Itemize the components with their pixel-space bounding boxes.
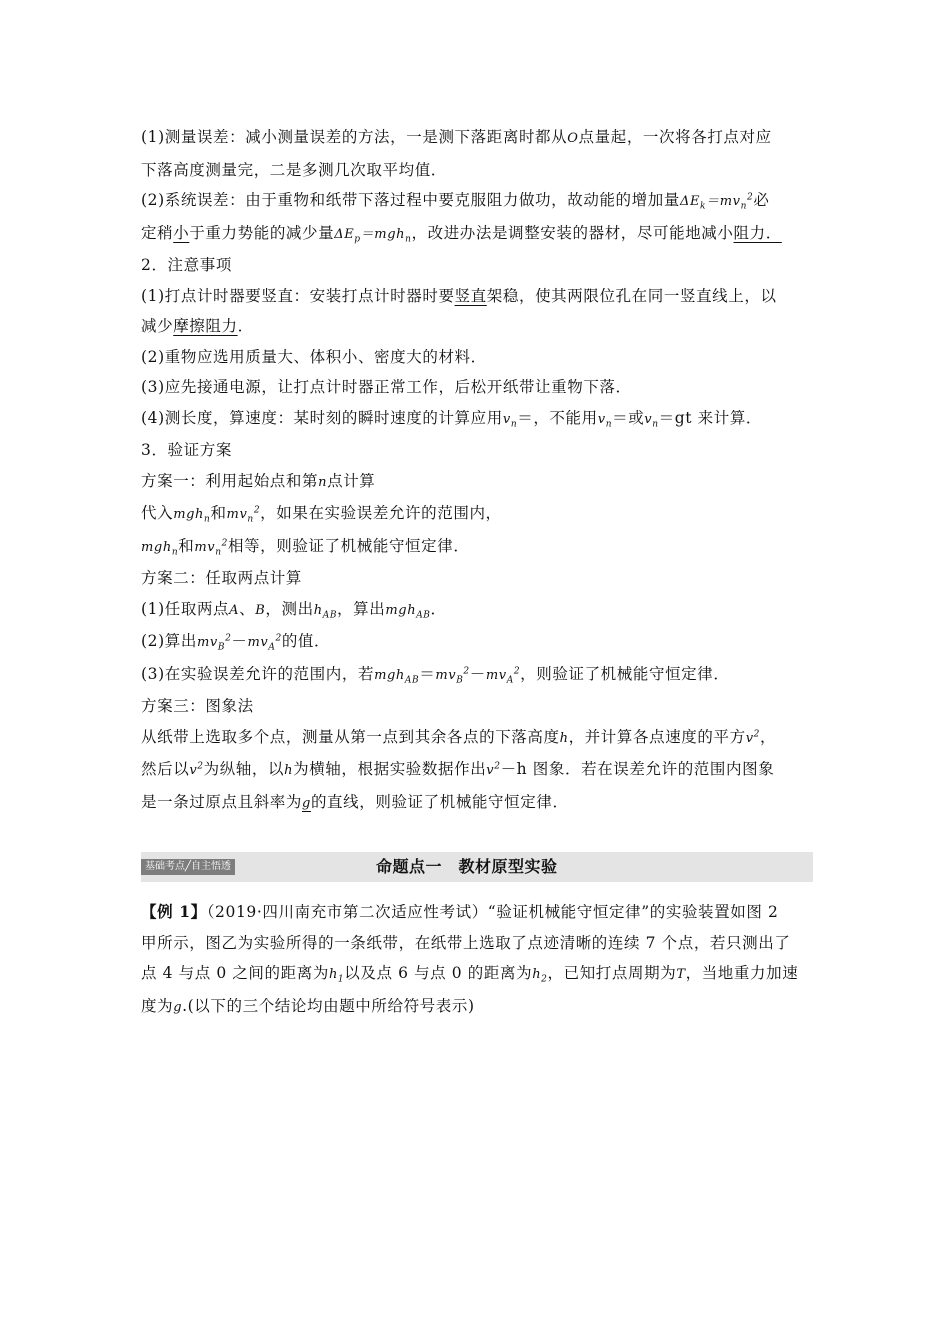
section-heading: 2．注意事项 <box>141 256 232 274</box>
text-line: (3)在实验误差允许的范围内，若$mgh_{AB}=mv_B^2-mv_A^2$，则验证了机械能守恒定律． <box>141 664 730 686</box>
text-line: (2)重物应选用质量大、体积小、密度大的材料． <box>141 347 487 366</box>
text-line: 下落高度测量完，二是多测几次取平均值． <box>141 160 447 179</box>
text-line: (1)打点计时器要竖直：安装打点计时器时要竖直架稳，使其两限位孔在同一竖直线上，以 <box>141 286 777 305</box>
text-line: 方案二：任取两点计算 <box>141 569 303 587</box>
text-line: 是一条过原点且斜率为g的直线，则验证了机械能守恒定律． <box>141 792 569 811</box>
example-block <box>141 897 813 1023</box>
text-line: (2)算出$mv_B^2-mv_A^2$的值． <box>141 632 331 653</box>
text-line: mgh$_n$和$mv_n^2$相等，则验证了机械能守恒定律． <box>141 536 470 558</box>
section-heading: 3．验证方案 <box>141 441 232 459</box>
text-line: 从纸带上选取多个点，测量从第一点到其余各点的下落高度h，并计算各点速度的平方$v^2$， <box>141 727 777 746</box>
banner-tag: 基础考点╱自主悟透 <box>141 859 235 875</box>
text-line: (2)系统误差：由于重物和纸带下落过程中要克服阻力做功，故动能的增加量$\Delta E_k=mv_n^2$必 <box>141 191 770 212</box>
example-line: 甲所示，图乙为实验所得的一条纸带，在纸带上选取了点迹清晰的连续 7 个点，若只测出了 <box>141 933 791 952</box>
text-line: 方案三：图象法 <box>141 697 254 715</box>
example-label: 【例 1】 <box>141 902 207 921</box>
example-line: 度为g.(以下的三个结论均由题中所给符号表示) <box>141 996 475 1015</box>
section-banner <box>141 852 813 882</box>
text-line: 定稍小于重力势能的减少量$\Delta E_p=mgh_n$，改进办法是调整安装的器材，尽可能地减小阻力． <box>141 223 782 245</box>
text-line: (1)任取两点A、B，测出$h_{AB}$，算出mgh$_{AB}$． <box>141 599 447 621</box>
example-line: 点 4 与点 0 之间的距离为$h_1$以及点 6 与点 0 的距离为$h_2$，已知打点周期为T，当地重力加速 <box>141 964 799 985</box>
banner-title: 命题点一 教材原型实验 <box>376 857 558 876</box>
body-text <box>141 122 813 819</box>
text-line: (4)测长度，算速度：某时刻的瞬时速度的计算应用$v_n=$，不能用$v_n=$或$v_n=gt$ 来计算． <box>141 408 763 430</box>
text-line: 方案一：利用起始点和第n点计算 <box>141 471 376 490</box>
text-line: 代入mgh$_n$和$mv_n^2$，如果在实验误差允许的范围内， <box>141 504 502 525</box>
example-line: 【例 1】（2019·四川南充市第二次适应性考试）“验证机械能守恒定律”的实验装置如图 2 <box>141 902 779 921</box>
text-line: (3)应先接通电源，让打点计时器正常工作，后松开纸带让重物下落． <box>141 378 632 396</box>
text-line: 然后以$v^2$为纵轴，以h为横轴，根据实验数据作出$v^2-h$ 图象．若在误差允许的范围内图象 <box>141 760 775 778</box>
text-line: (1)测量误差：减小测量误差的方法，一是测下落距离时都从O点量起，一次将各打点对应 <box>141 128 772 146</box>
text-line: 减少摩擦阻力． <box>141 317 254 335</box>
